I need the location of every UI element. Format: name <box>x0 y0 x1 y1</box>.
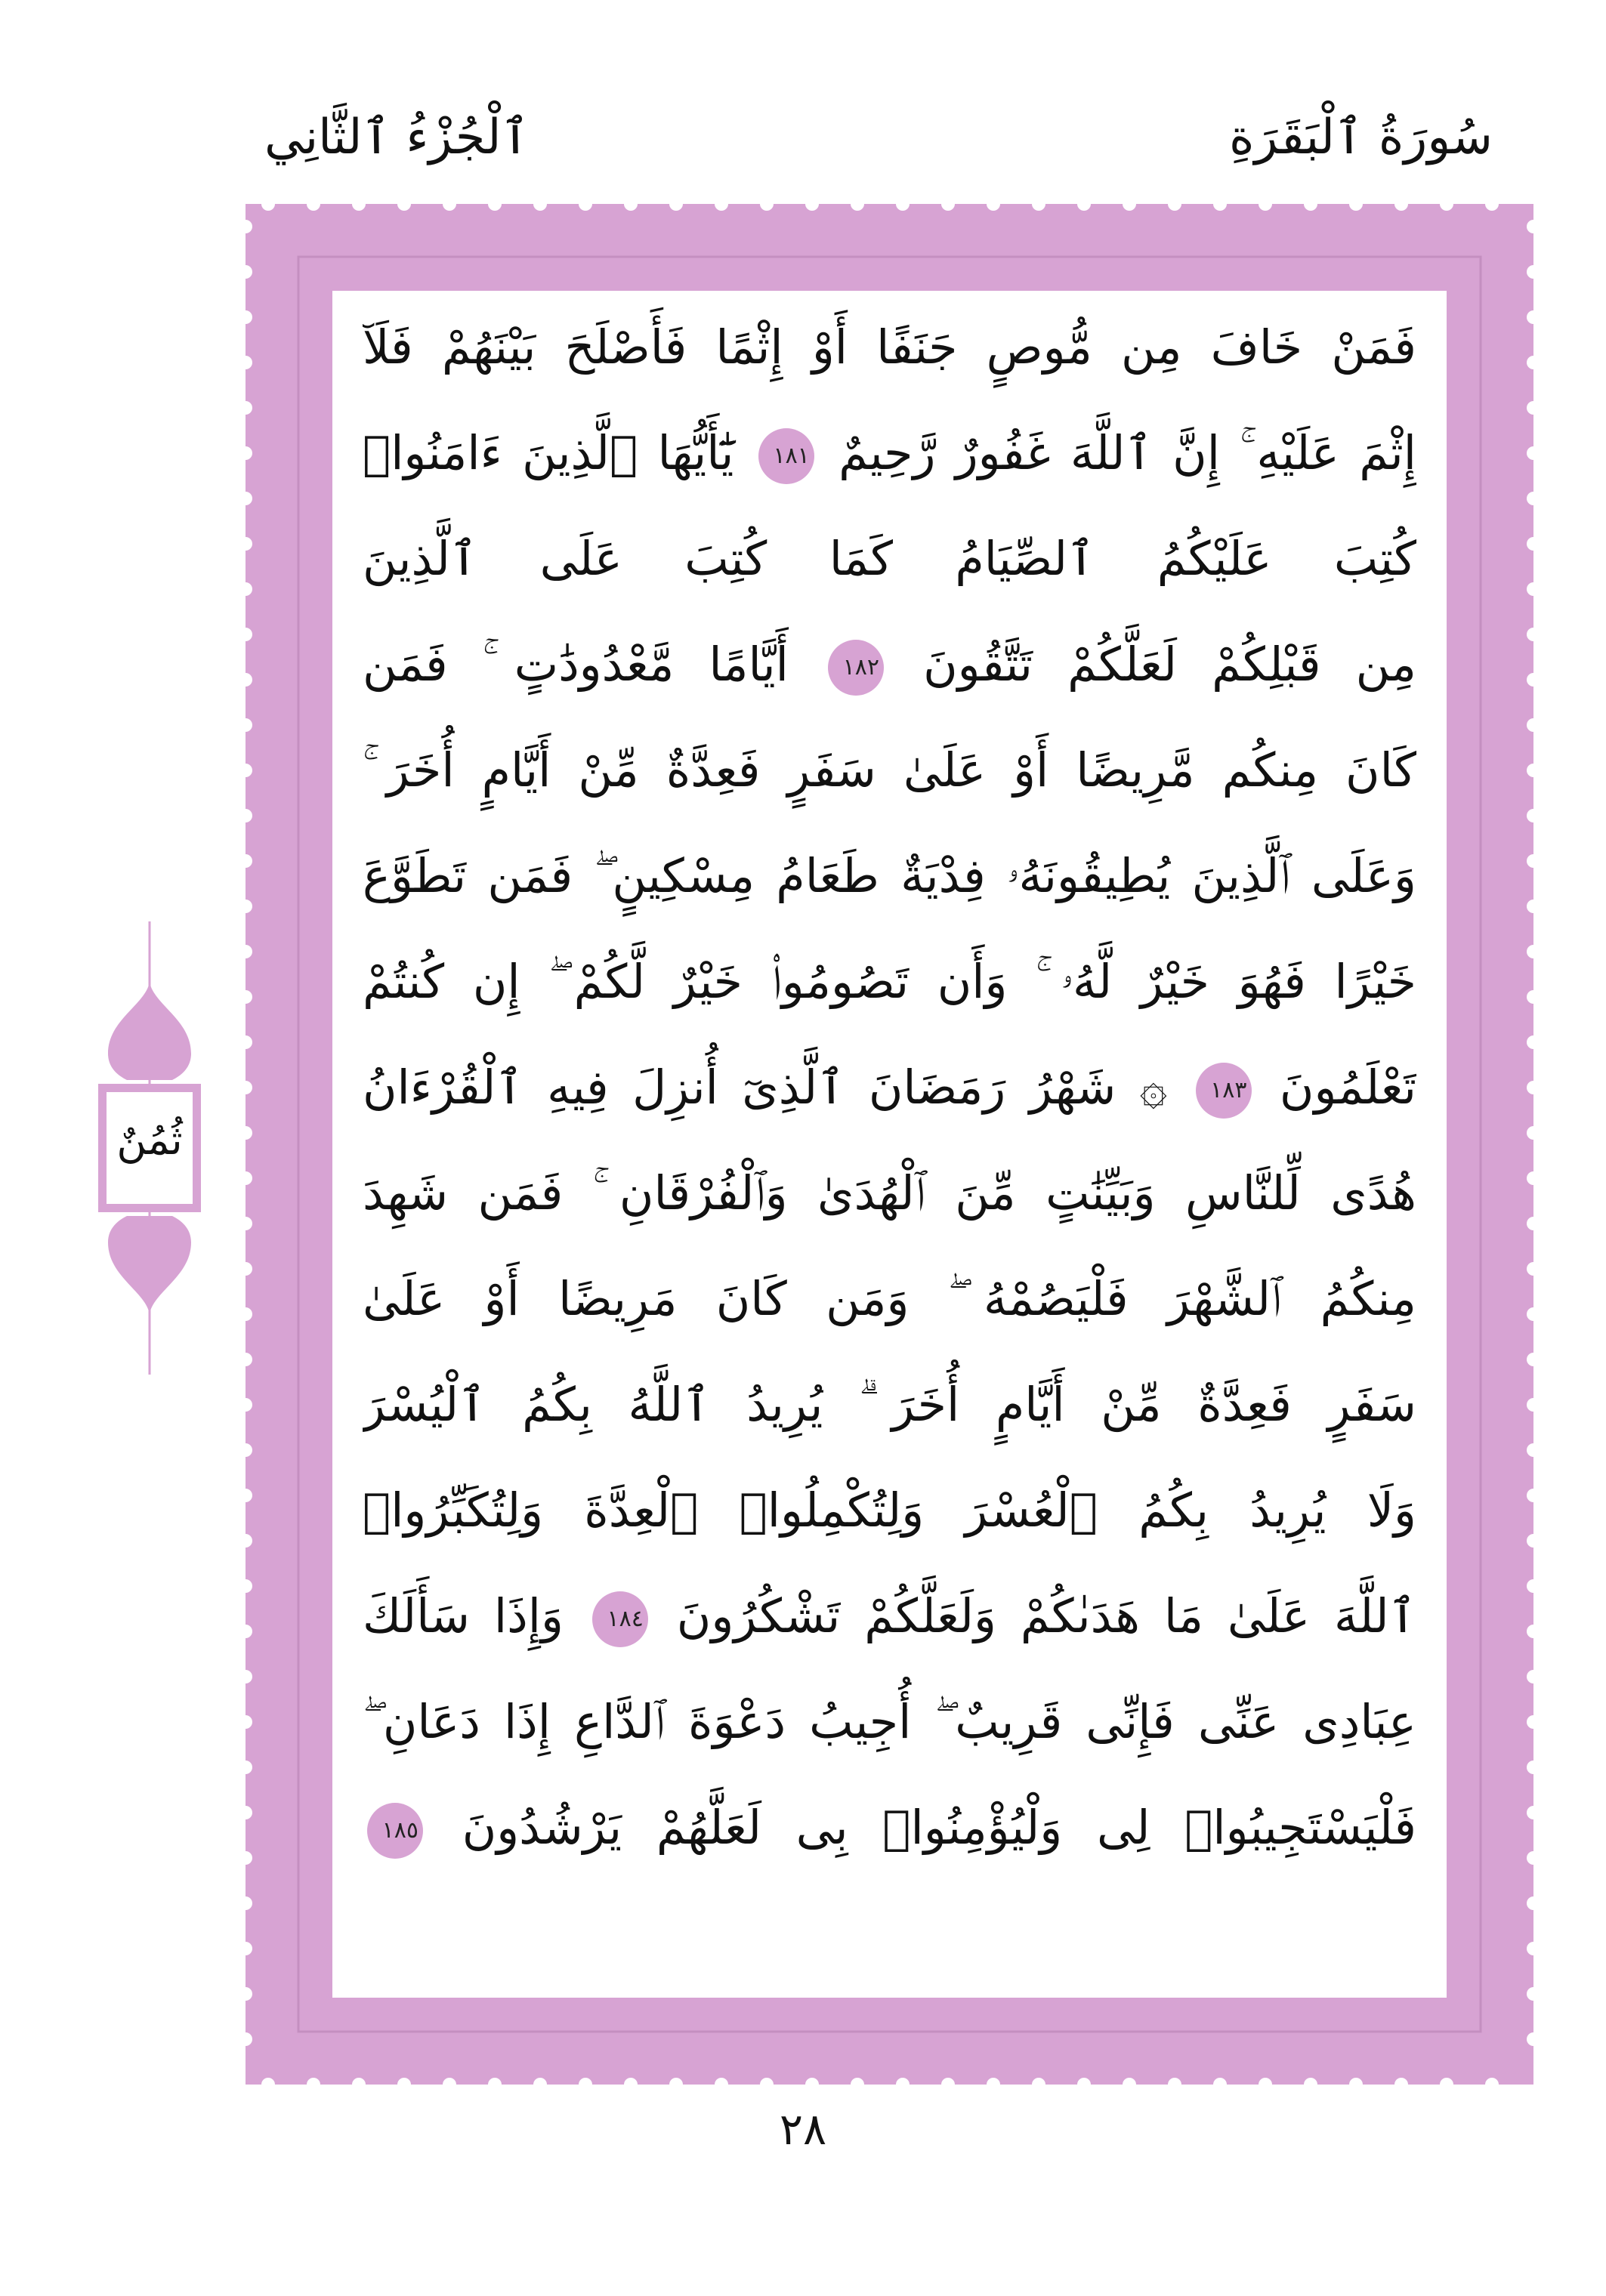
text-line-12: وَلَا يُرِيدُ بِكُمُ ٱلْعُسْرَ وَلِتُكْمِلُوا۟ ٱلْعِدَّةَ وَلِتُكَبِّرُوا۟ <box>363 1483 1416 1538</box>
ayah-number-marker: ١٨٢ <box>828 640 884 696</box>
text-line-9: هُدًى لِّلنَّاسِ وَبَيِّنَٰتٍ مِّنَ ٱلْهُدَىٰ وَٱلْفُرْقَانِ ۚ فَمَن شَهِدَ <box>363 1165 1416 1221</box>
page-number: ٢٨ <box>779 2103 827 2155</box>
surah-name-header: سُورَةُ ٱلْبَقَرَةِ <box>1229 110 1493 165</box>
text-line-8: تَعْلَمُونَ ١٨٣ ۞ شَهْرُ رَمَضَانَ ٱلَّذِىٓ أُنزِلَ فِيهِ ٱلْقُرْءَانُ <box>363 1035 1416 1140</box>
text-line-14: عِبَادِى عَنِّى فَإِنِّى قَرِيبٌ ۖ أُجِيبُ دَعْوَةَ ٱلدَّاعِ إِذَا دَعَانِ ۖ <box>363 1694 1416 1749</box>
text-line-2: إِثْمَ عَلَيْهِ ۚ إِنَّ ٱللَّهَ غَفُورٌ رَّحِيمٌ ١٨١ يَٰٓأَيُّهَا ٱلَّذِينَ ءَامَنُوا۟ <box>363 400 1416 506</box>
ayah-number-marker: ١٨٤ <box>592 1591 648 1647</box>
ayah-number-marker: ١٨٥ <box>367 1803 423 1859</box>
text-line-3: كُتِبَ عَلَيْكُمُ ٱلصِّيَامُ كَمَا كُتِبَ عَلَى ٱلَّذِينَ <box>363 531 1416 586</box>
quran-text-panel <box>332 291 1447 1998</box>
text-line-11: سَفَرٍ فَعِدَّةٌ مِّنْ أَيَّامٍ أُخَرَ ۗ يُرِيدُ ٱللَّهُ بِكُمُ ٱلْيُسْرَ <box>363 1377 1416 1432</box>
text-line-10: مِنكُمُ ٱلشَّهْرَ فَلْيَصُمْهُ ۖ وَمَن كَانَ مَرِيضًا أَوْ عَلَىٰ <box>363 1271 1416 1326</box>
ayah-number-marker: ١٨١ <box>758 428 814 484</box>
text-line-7: خَيْرًا فَهُوَ خَيْرٌ لَّهُۥ ۚ وَأَن تَصُومُوا۟ خَيْرٌ لَّكُمْ ۖ إِن كُنتُمْ <box>363 954 1416 1009</box>
thumn-label: ثُمُنٌ <box>116 1116 183 1164</box>
ayah-number-marker: ١٨٣ <box>1196 1063 1252 1119</box>
juz-name-header: ٱلْجُزْءُ ٱلثَّانِي <box>264 110 530 165</box>
text-line-5: كَانَ مِنكُم مَّرِيضًا أَوْ عَلَىٰ سَفَرٍ فَعِدَّةٌ مِّنْ أَيَّامٍ أُخَرَ ۚ <box>363 742 1416 798</box>
text-line-6: وَعَلَى ٱلَّذِينَ يُطِيقُونَهُۥ فِدْيَةٌ طَعَامُ مِسْكِينٍ ۖ فَمَن تَطَوَّعَ <box>363 848 1416 903</box>
text-line-13: ٱللَّهَ عَلَىٰ مَا هَدَىٰكُمْ وَلَعَلَّكُمْ تَشْكُرُونَ ١٨٤ وَإِذَا سَأَلَكَ <box>363 1563 1416 1669</box>
text-line-4: مِن قَبْلِكُمْ لَعَلَّكُمْ تَتَّقُونَ ١٨٢ أَيَّامًا مَّعْدُودَٰتٍ ۚ فَمَن <box>363 612 1416 718</box>
text-line-1: فَمَنْ خَافَ مِن مُّوصٍ جَنَفًا أَوْ إِثْمًا فَأَصْلَحَ بَيْنَهُمْ فَلَآ <box>363 319 1416 375</box>
text-line-15: فَلْيَسْتَجِيبُوا۟ لِى وَلْيُؤْمِنُوا۟ بِى لَعَلَّهُمْ يَرْشُدُونَ ١٨٥ <box>363 1775 1416 1881</box>
